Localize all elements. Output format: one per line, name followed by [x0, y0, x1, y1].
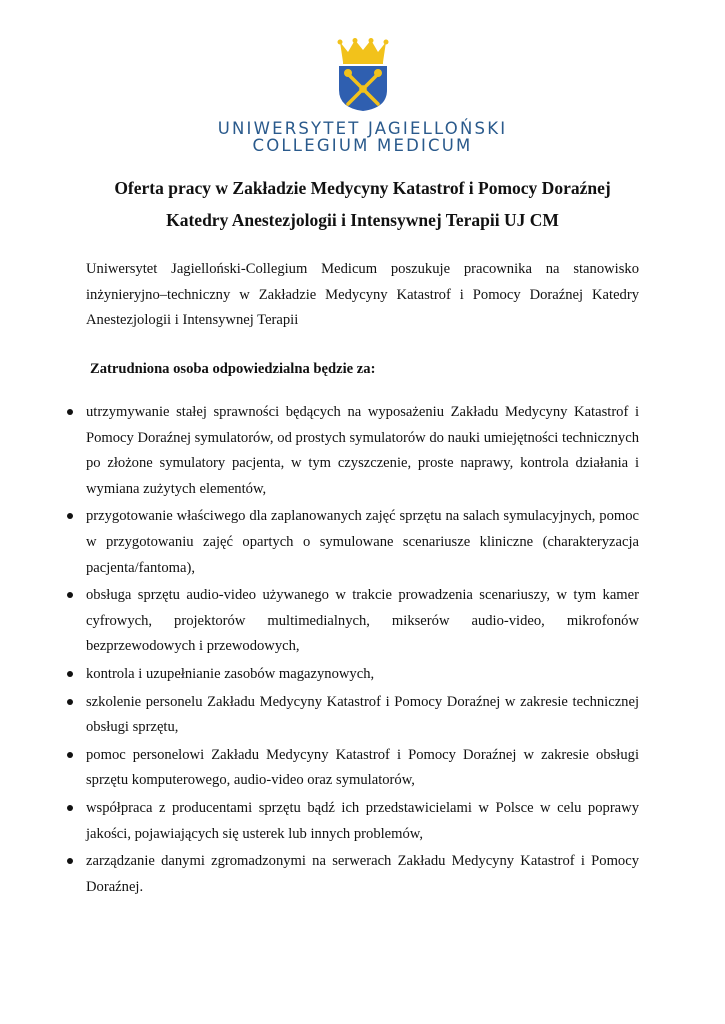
list-item: [86, 849, 639, 900]
bullet-icon: [67, 592, 73, 598]
list-item-text: pomoc personelowi Zakładu Medycyny Katastrof i Pomocy Doraźnej w zakresie obsługi sprzętu komputerowego, audio-video oraz symulatorów,: [86, 746, 639, 789]
list-item-text: współpraca z producentami sprzętu bądź ich przedstawicielami w Polsce w celu poprawy jakości, pojawiających się usterek lub innych problemów,: [86, 799, 639, 842]
responsibilities-list: [86, 400, 639, 902]
list-item-text: zarządzanie danymi zgromadzonymi na serwerach Zakładu Medycyny Katastrof i Pomocy Doraźnej.: [86, 853, 639, 895]
list-item-text: utrzymywanie stałej sprawności będących na wyposażeniu Zakładu Medycyny Katastrof i Pomocy Doraźnej symulatorów, od prostych symulatorów do nauki umiejętności technicznych po złożone symulatory pacjenta, w tym czyszczenie, proste naprawy, kontrola działania i wymiana zużytych elementów,: [86, 404, 639, 497]
bullet-icon: [67, 409, 73, 415]
bullet-icon: [67, 858, 73, 864]
list-item: [86, 583, 639, 660]
list-item: [86, 743, 639, 794]
institution-name: UNIWERSYTET JAGIELLOŃSKI: [217, 119, 508, 138]
list-item: [86, 400, 639, 502]
bullet-icon: [67, 699, 73, 705]
responsibilities-heading: Zatrudniona osoba odpowiedzialna będzie za:: [90, 361, 376, 377]
list-item: [86, 796, 639, 847]
list-item-text: obsługa sprzętu audio-video używanego w trakcie prowadzenia scenariuszy, w tym kamer cyfrowych, projektorów multimedialnych, mikserów audio-video, mikrofonów bezprzewodowych i przewodowych,: [86, 587, 639, 655]
page-title: Oferta pracy w Zakładzie Medycyny Katastrof i Pomocy Doraźnej Katedry Anestezjologii i Intensywnej Terapii UJ CM: [114, 178, 611, 230]
list-item-text: kontrola i uzupełnianie zasobów magazynowych,: [86, 665, 375, 682]
list-item: [86, 504, 639, 581]
bullet-icon: [67, 752, 73, 758]
list-item-text: przygotowanie właściwego dla zaplanowanych zajęć sprzętu na salach symulacyjnych, pomoc w przygotowaniu zajęć opartych o symulowane scenariusze kliniczne (charakteryzacja pacjenta/fantoma),: [86, 508, 639, 576]
list-item-text: szkolenie personelu Zakładu Medycyny Katastrof i Pomocy Doraźnej w zakresie technicznej obsługi sprzętu,: [86, 693, 639, 736]
bullet-icon: [67, 805, 73, 811]
institution-subname: COLLEGIUM MEDICUM: [252, 136, 473, 155]
list-item: [86, 662, 639, 688]
bullet-icon: [67, 671, 73, 677]
intro-paragraph: Uniwersytet Jagielloński-Collegium Medicum poszukuje pracownika na stanowisko inżynieryjno–techniczny w Zakładzie Medycyny Katastrof i Pomocy Doraźnej Katedry Anestezjologii i Intensywnej Terapii: [86, 261, 639, 328]
list-item: [86, 690, 639, 741]
bullet-icon: [67, 513, 73, 519]
university-logo: [0, 38, 725, 154]
crest-icon: [336, 38, 390, 112]
